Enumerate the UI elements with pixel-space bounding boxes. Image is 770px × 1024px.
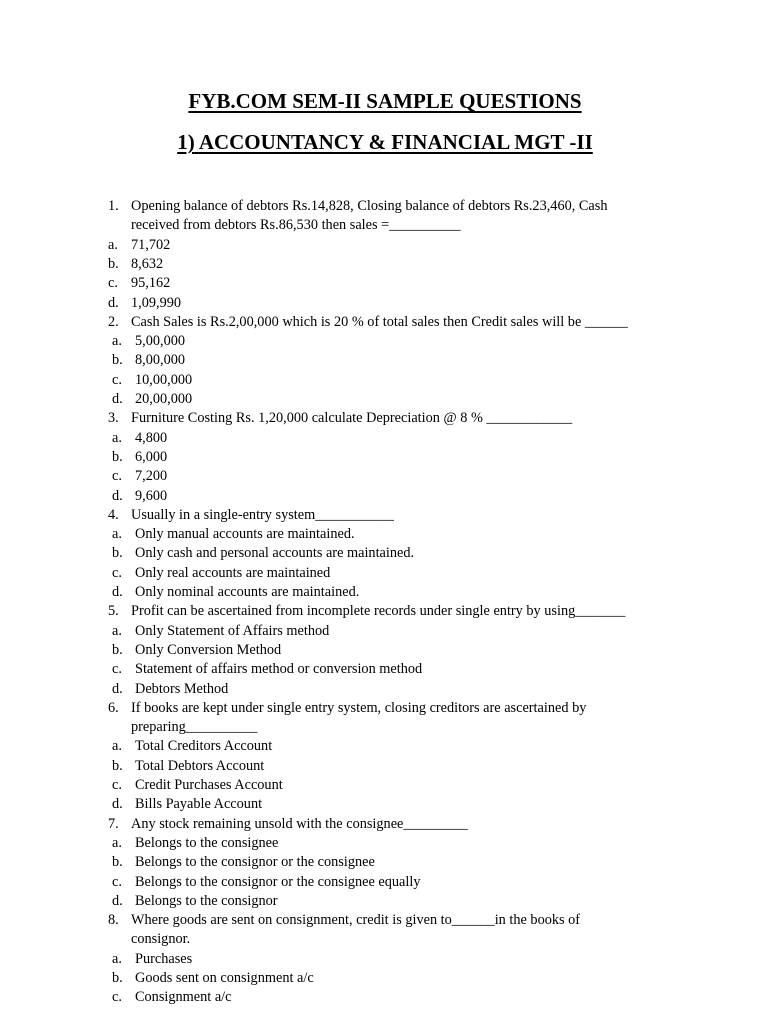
- option-letter: d.: [112, 892, 123, 909]
- option-text: Only manual accounts are maintained.: [135, 526, 355, 543]
- option-letter: b.: [112, 641, 123, 658]
- question-text: Where goods are sent on consignment, credit is given to______in the books of: [131, 912, 581, 929]
- option-letter: b.: [112, 545, 123, 562]
- question-number: 6.: [108, 699, 119, 716]
- option-letter: d.: [112, 391, 123, 407]
- option-letter: a.: [112, 526, 122, 543]
- option-text: Only real accounts are maintained: [135, 564, 331, 581]
- option-text: 8,00,000: [135, 352, 186, 369]
- option-letter: a.: [112, 834, 122, 851]
- option-text: Credit Purchases Account: [135, 777, 283, 793]
- option-letter: a.: [112, 333, 122, 350]
- option-letter: d.: [108, 294, 119, 311]
- section-heading: [0, 130, 770, 155]
- question-text: Usually in a single-entry system___________: [131, 506, 394, 523]
- question-text: preparing__________: [131, 719, 258, 736]
- option-letter: a.: [108, 236, 118, 253]
- option-text: Belongs to the consignor or the consignee equally: [135, 873, 421, 890]
- option-letter: c.: [112, 371, 122, 388]
- option-text: Purchases: [135, 950, 193, 967]
- option-text: Only Statement of Affairs method: [135, 622, 330, 639]
- question-number: 8.: [108, 912, 119, 929]
- question-text: consignor.: [131, 931, 191, 948]
- option-text: Bills Payable Account: [135, 796, 263, 813]
- option-letter: c.: [112, 661, 122, 678]
- option-letter: a.: [112, 622, 122, 639]
- option-text: Debtors Method: [135, 680, 229, 697]
- section-number: 1): [177, 130, 195, 154]
- question-text: If books are kept under single entry system, closing creditors are ascertained by: [131, 699, 587, 716]
- question-number: 1.: [108, 198, 119, 214]
- question-number: 4.: [108, 506, 119, 523]
- option-letter: d.: [112, 487, 123, 504]
- question-text: Profit can be ascertained from incomplete records under single entry by using_______: [131, 603, 626, 620]
- option-text: 95,162: [131, 275, 171, 292]
- question-number: 7.: [108, 815, 119, 832]
- question-number: 5.: [108, 603, 119, 620]
- option-text: Consignment a/c: [135, 989, 232, 1006]
- question-text: Opening balance of debtors Rs.14,828, Closing balance of debtors Rs.23,460, Cash: [131, 198, 608, 214]
- option-letter: d.: [112, 680, 123, 697]
- option-text: 6,000: [135, 448, 168, 465]
- option-text: Belongs to the consignor or the consignee: [135, 854, 375, 871]
- option-text: Goods sent on consignment a/c: [135, 970, 314, 986]
- question-text: Any stock remaining unsold with the consignee_________: [131, 815, 468, 832]
- option-text: 20,00,000: [135, 391, 193, 407]
- option-letter: a.: [112, 738, 122, 755]
- option-letter: d.: [112, 796, 123, 813]
- option-letter: b.: [112, 448, 123, 465]
- option-letter: b.: [108, 255, 119, 272]
- option-text: 8,632: [131, 255, 164, 272]
- option-text: Only Conversion Method: [135, 641, 282, 658]
- question-text: Cash Sales is Rs.2,00,000 which is 20 % of total sales then Credit sales will be ______: [131, 313, 628, 330]
- question-text: Furniture Costing Rs. 1,20,000 calculate Depreciation @ 8 % ____________: [131, 410, 573, 427]
- option-text: 71,702: [131, 236, 171, 253]
- option-text: 9,600: [135, 487, 168, 504]
- section-title: ACCOUNTANCY & FINANCIAL MGT -II: [198, 130, 593, 154]
- option-letter: b.: [112, 970, 123, 986]
- option-text: Total Debtors Account: [135, 757, 265, 774]
- option-letter: b.: [112, 854, 123, 871]
- option-letter: a.: [112, 950, 122, 967]
- option-text: 4,800: [135, 429, 168, 446]
- question-number: 3.: [108, 410, 119, 427]
- question-text: received from debtors Rs.86,530 then sales =__________: [131, 217, 461, 234]
- option-letter: c.: [112, 873, 122, 890]
- option-letter: c.: [112, 468, 122, 485]
- option-letter: c.: [112, 564, 122, 581]
- option-text: Belongs to the consignee: [135, 834, 279, 851]
- option-letter: b.: [112, 352, 123, 369]
- option-text: 1,09,990: [131, 294, 182, 311]
- option-text: Total Creditors Account: [135, 738, 273, 755]
- question-number: 2.: [108, 313, 119, 330]
- option-text: 7,200: [135, 468, 168, 485]
- option-letter: c.: [112, 777, 122, 793]
- option-letter: b.: [112, 757, 123, 774]
- option-letter: c.: [108, 275, 118, 292]
- option-text: 10,00,000: [135, 371, 193, 388]
- option-text: Belongs to the consignor: [135, 892, 278, 909]
- option-text: 5,00,000: [135, 333, 186, 350]
- option-letter: a.: [112, 429, 122, 446]
- page-title: FYB.COM SEM-II SAMPLE QUESTIONS: [188, 89, 582, 113]
- option-text: Statement of affairs method or conversion method: [135, 661, 423, 678]
- option-letter: d.: [112, 584, 123, 600]
- option-letter: c.: [112, 989, 122, 1006]
- option-text: Only cash and personal accounts are maintained.: [135, 545, 415, 562]
- option-text: Only nominal accounts are maintained.: [135, 584, 360, 600]
